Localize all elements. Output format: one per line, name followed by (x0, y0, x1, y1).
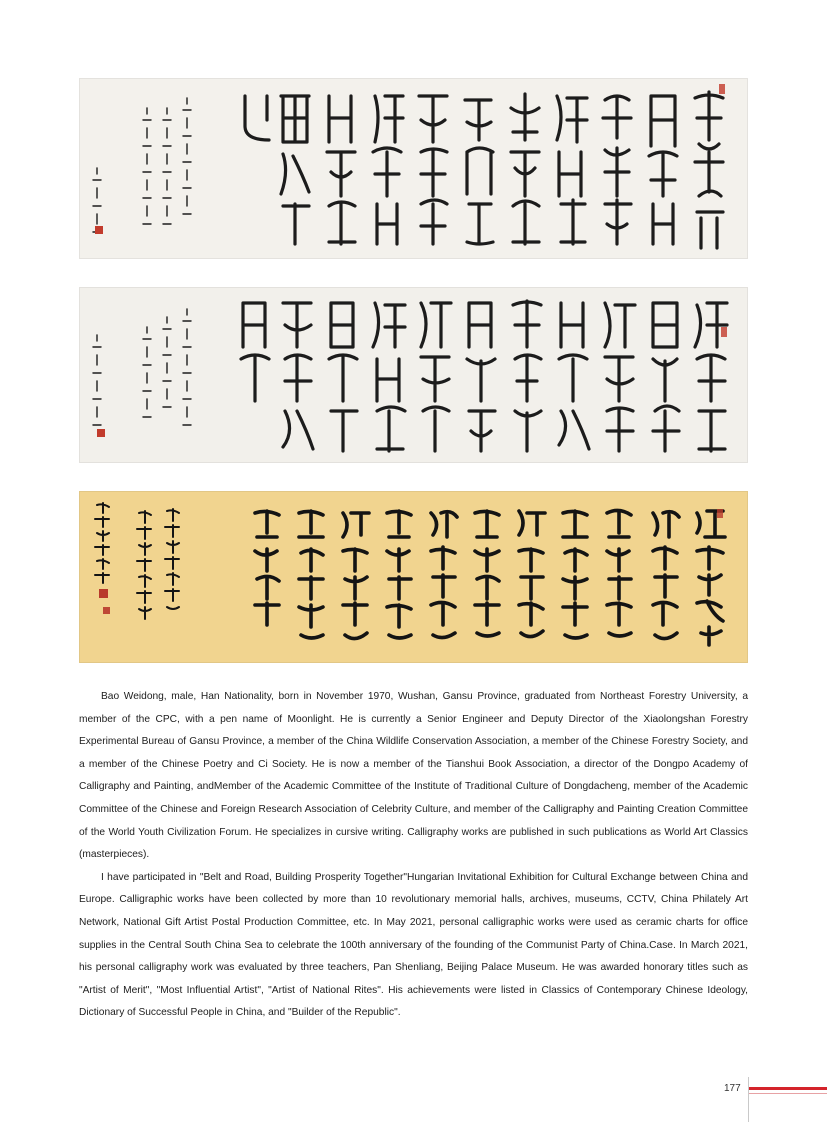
footer-accent-bar (749, 1087, 827, 1090)
artist-biography (79, 686, 748, 1025)
running-script-scroll-3 (79, 491, 748, 663)
page-number: 177 (724, 1083, 741, 1094)
bio-paragraph: I have participated in "Belt and Road, Building Prosperity Together"Hungarian Invitational Exhibition for Cultural Exchange between China and Europe. Calligraphic works have been collected by more than 10 revolutionary memorial halls, archives, museums, CCTV, China Philately Art Network, National Gift Artist Postal Production Committee, etc. In May 2021, personal calligraphic works were used as ceramic charts for office supplies in the Central South China Sea to celebrate the 100th anniversary of the founding of the Communist Party of China.Case. In March 2021, his personal calligraphy work was evaluated by three teachers, Pan Shenliang, Beijing Palace Museum. He was awarded honorary titles such as "Artist of Merit", "Most Influential Artist", "Artist of National Rites". His achievements were listed in Classics of Contemporary Chinese Ideology, Dictionary of Successful People in China, and "Builder of the Republic". (79, 871, 748, 1019)
seal-script-scroll-2 (79, 287, 748, 463)
calligraphy-artwork-3 (79, 491, 748, 663)
footer-divider (748, 1077, 749, 1122)
calligraphy-artwork-1 (79, 78, 748, 259)
seal-script-scroll-1 (79, 78, 748, 259)
calligraphy-artwork-2 (79, 287, 748, 463)
bio-paragraph: Bao Weidong, male, Han Nationality, born in November 1970, Wushan, Gansu Province, graduated from Northeast Forestry University, a member of the CPC, with a pen name of Moonlight. He is currently a Senior Engineer and Deputy Director of the Xiaolongshan Forestry Experimental Bureau of Gansu Province, a member of the China Wildlife Conservation Association, a member of the Chinese Forestry Society, and a member of the Chinese Poetry and Ci Society. He is now a member of the Tianshui Book Association, a director of the Dongpo Academy of Calligraphy and Painting, andMember of the Academic Committee of the Institute of Traditional Culture of Dongdacheng, member of the Academic Committee of the Chinese and Foreign Research Association of Celebrity Culture, and member of the Calligraphy and Painting Creation Committee of the World Youth Civilization Forum. He specializes in cursive writing. Calligraphy works are published in such publications as World Art Classics (masterpieces). (79, 691, 748, 861)
footer-accent-line (749, 1093, 827, 1094)
